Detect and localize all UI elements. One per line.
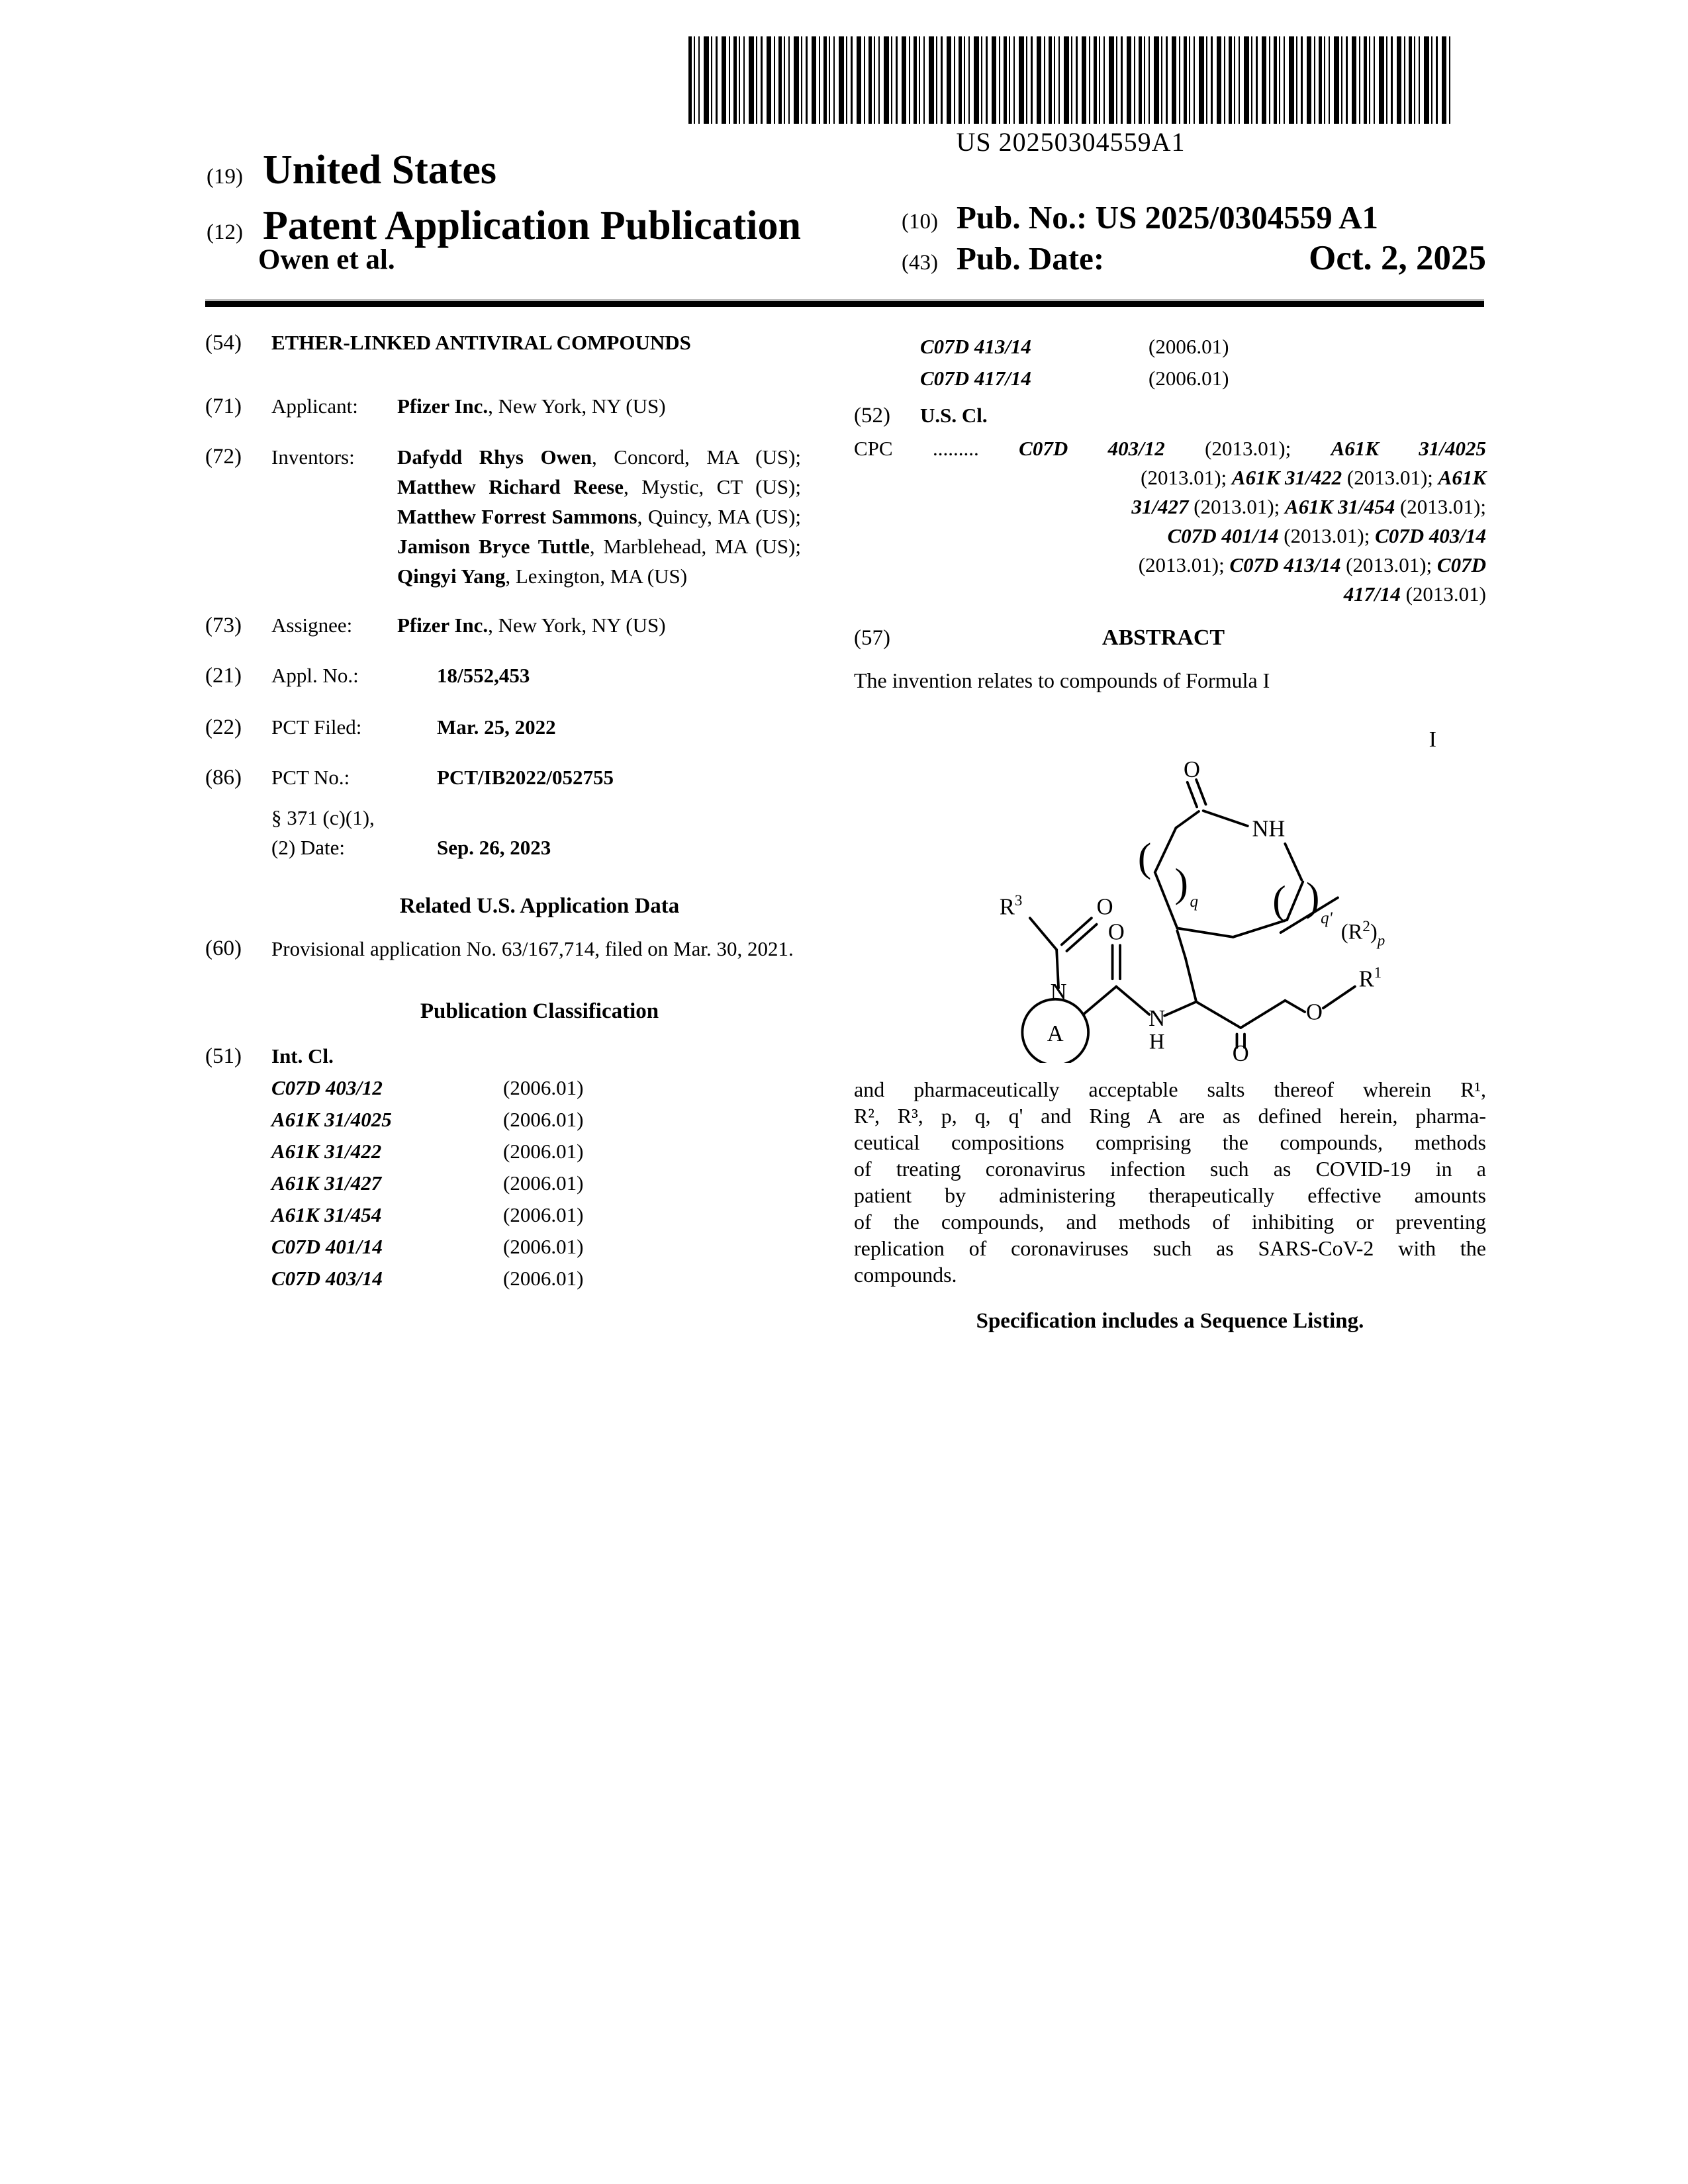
- appl-no-value: 18/552,453: [437, 664, 530, 687]
- abstract-row: [854, 622, 1486, 654]
- int-cl-version: (2006.01): [503, 1267, 584, 1290]
- int-cl-version: (2006.01): [503, 1076, 584, 1099]
- int-cl-entry: [271, 1136, 801, 1167]
- abstract-intro: The invention relates to compounds of Formula I: [854, 668, 1270, 692]
- paren-close-q: ): [1174, 860, 1188, 906]
- int-cl-class: C07D 401/14: [271, 1235, 383, 1258]
- paren-close-qp: ): [1306, 874, 1320, 920]
- int-cl-entry: [271, 1104, 801, 1136]
- s371-date-row: [271, 833, 801, 862]
- ref-54: (54): [205, 331, 242, 355]
- ref-19: (19): [207, 165, 243, 189]
- int-cl-entry: [271, 1231, 801, 1263]
- int-cl-entry: [271, 1072, 801, 1104]
- us-cl-label: U.S. Cl.: [920, 404, 988, 427]
- atom-o-ether: O: [1306, 999, 1323, 1025]
- sub-q: q: [1190, 892, 1199, 911]
- inventors-row: [205, 442, 801, 591]
- int-cl-version: (2006.01): [503, 1140, 584, 1163]
- atom-o-acyl: O: [1096, 894, 1113, 920]
- appl-no-label: Appl. No.:: [271, 664, 359, 687]
- abstract-line: compounds.: [854, 1263, 957, 1287]
- int-cl-version: (2006.01): [503, 1171, 584, 1195]
- group-r1: $R^1$: [1358, 964, 1382, 992]
- abstract-heading: ABSTRACT: [1102, 625, 1225, 650]
- provisional-row: [205, 934, 801, 964]
- cpc-line: 31/427 (2013.01); A61K 31/454 (2013.01);: [1131, 495, 1486, 518]
- int-cl-entry: [920, 331, 1486, 363]
- int-cl-version: (2006.01): [503, 1235, 584, 1258]
- ref-71: (71): [205, 394, 242, 418]
- doc-kind: Patent Application Publication: [262, 203, 801, 248]
- pct-no-row: [205, 762, 801, 794]
- abstract-line: replication of coronaviruses such as SARS-CoV-2 with the: [854, 1236, 1486, 1260]
- related-data-heading: Related U.S. Application Data: [399, 894, 680, 918]
- cpc-line: (2013.01); A61K 31/422 (2013.01); A61K: [1141, 466, 1486, 489]
- int-cl-version: (2006.01): [1149, 335, 1229, 358]
- abstract-line: of treating coronavirus infection such as COVID-19 in a: [854, 1157, 1486, 1181]
- int-cl-continued: [854, 331, 1486, 394]
- int-cl-entry: [271, 1263, 801, 1295]
- int-cl-row: [205, 1040, 801, 1072]
- atom-n-ring: N: [1050, 979, 1067, 1005]
- barcode-label: US 20250304559A1: [956, 127, 1186, 157]
- pub-no-line: [902, 199, 1378, 236]
- pct-no-value: PCT/IB2022/052755: [437, 766, 614, 789]
- inventors-value: Dafydd Rhys Owen, Concord, MA (US); Matthew Richard Reese, Mystic, CT (US); Matthew Forrest Sammons, Quincy, MA (US); Jamison Bryce Tuttle, Marblehead, MA (US); Qingyi Yang, Lexington, MA (US): [397, 445, 802, 588]
- provisional-text: Provisional application No. 63/167,714, filed on Mar. 30, 2021.: [271, 937, 794, 960]
- pub-date-value: Oct. 2, 2025: [1309, 239, 1486, 277]
- cpc-block: [854, 434, 1486, 609]
- applicant-label: Applicant:: [271, 394, 358, 418]
- atom-n-mid: N: [1149, 1006, 1166, 1032]
- ref-22: (22): [205, 715, 242, 739]
- int-cl-class: C07D 403/12: [271, 1076, 383, 1099]
- ring-a-label: A: [1047, 1021, 1064, 1047]
- pct-no-label: PCT No.:: [271, 766, 350, 789]
- abstract-line: R², R³, p, q, q' and Ring A are as defined herein, pharma-: [854, 1104, 1486, 1128]
- assignee-label: Assignee:: [271, 614, 353, 637]
- applicant-row: [205, 390, 801, 422]
- inventors-label: Inventors:: [271, 445, 355, 469]
- int-cl-version: (2006.01): [503, 1108, 584, 1131]
- doc-kind-line: [207, 203, 801, 250]
- right-column: [854, 307, 1486, 1337]
- ref-12: (12): [207, 220, 243, 244]
- group-r2p: $(R^2)_p$: [1340, 917, 1385, 949]
- abstract-line: and pharmaceutically acceptable salts thereof wherein R¹,: [854, 1077, 1486, 1101]
- atom-o-ketone: O: [1232, 1040, 1249, 1063]
- country-name: United States: [262, 148, 497, 193]
- int-cl-version: (2006.01): [1149, 367, 1229, 390]
- int-cl-label: Int. Cl.: [271, 1044, 334, 1068]
- s371-block: [205, 803, 801, 862]
- s371-date-value: Sep. 26, 2023: [437, 836, 551, 859]
- int-cl-entry: [271, 1199, 801, 1231]
- pct-filed-row: [205, 711, 801, 743]
- cpc-line: CPC ......... C07D 403/12 (2013.01); A61K 31/4025: [854, 437, 1486, 460]
- formula-structure-figure: [966, 745, 1430, 1063]
- atom-h-mid: H: [1149, 1030, 1165, 1054]
- int-cl-class: A61K 31/454: [271, 1203, 382, 1226]
- abstract-line: patient by administering therapeutically effective amounts: [854, 1183, 1486, 1207]
- pct-filed-value: Mar. 25, 2022: [437, 715, 556, 739]
- ref-57: (57): [854, 626, 890, 650]
- atom-nh: NH: [1252, 816, 1286, 842]
- int-cl-class: A61K 31/4025: [271, 1108, 392, 1131]
- publication-classification-heading: Publication Classification: [420, 999, 659, 1023]
- formula-number: I: [1429, 727, 1436, 752]
- abstract-line: ceutical compositions comprising the compounds, methods: [854, 1130, 1486, 1154]
- assignee-row: [205, 610, 801, 641]
- ref-51: (51): [205, 1044, 242, 1068]
- us-cl-row: [854, 400, 1486, 432]
- int-cl-class: C07D 403/14: [271, 1267, 383, 1290]
- title-row: [205, 327, 801, 359]
- pub-date-line: [902, 238, 1486, 278]
- country-line: [207, 147, 496, 194]
- cpc-line: C07D 401/14 (2013.01); C07D 403/14: [1167, 524, 1486, 547]
- barcode: [688, 36, 1453, 124]
- cpc-line: (2013.01); C07D 413/14 (2013.01); C07D: [1138, 553, 1486, 576]
- barcode-block: [688, 36, 1453, 158]
- abstract-line: of the compounds, and methods of inhibiting or preventing: [854, 1210, 1486, 1234]
- authors: Owen et al.: [258, 244, 395, 275]
- cpc-line: 417/14 (2013.01): [1343, 582, 1486, 606]
- left-column: [205, 307, 801, 1295]
- header-divider: [205, 299, 1484, 307]
- paren-open-q: (: [1137, 835, 1152, 881]
- ref-52: (52): [854, 404, 890, 428]
- ref-60: (60): [205, 936, 242, 960]
- int-cl-entry: [271, 1167, 801, 1199]
- s371-line: § 371 (c)(1),: [271, 806, 375, 829]
- ref-72: (72): [205, 445, 242, 469]
- paren-open-qp: (: [1272, 878, 1286, 923]
- int-cl-class: C07D 413/14: [920, 335, 1031, 358]
- int-cl-entry: [920, 363, 1486, 394]
- assignee-value: Pfizer Inc., New York, NY (US): [397, 614, 666, 637]
- atom-o-amide: O: [1107, 919, 1125, 945]
- int-cl-list: [205, 1072, 801, 1295]
- pct-filed-label: PCT Filed:: [271, 715, 362, 739]
- atom-o-top: O: [1183, 757, 1200, 783]
- int-cl-class: C07D 417/14: [920, 367, 1031, 390]
- group-r3: $R^3$: [999, 891, 1023, 920]
- pub-no: Pub. No.: US 2025/0304559 A1: [956, 199, 1379, 236]
- sequence-listing-note: Specification includes a Sequence Listing.: [976, 1309, 1364, 1333]
- pub-date-label: Pub. Date:: [956, 240, 1105, 277]
- sub-q-prime: q': [1321, 909, 1333, 927]
- int-cl-class: A61K 31/422: [271, 1140, 382, 1163]
- applicant-value: Pfizer Inc., New York, NY (US): [397, 394, 666, 418]
- abstract-paragraph: [854, 1076, 1486, 1288]
- invention-title: ETHER-LINKED ANTIVIRAL COMPOUNDS: [271, 331, 691, 354]
- ref-86: (86): [205, 766, 242, 790]
- int-cl-version: (2006.01): [503, 1203, 584, 1226]
- ref-43: (43): [902, 251, 938, 275]
- appl-no-row: [205, 660, 801, 692]
- s371-date-label: (2) Date:: [271, 836, 346, 859]
- ref-21: (21): [205, 664, 242, 688]
- int-cl-class: A61K 31/427: [271, 1171, 382, 1195]
- ref-73: (73): [205, 614, 242, 637]
- ref-10: (10): [902, 210, 938, 234]
